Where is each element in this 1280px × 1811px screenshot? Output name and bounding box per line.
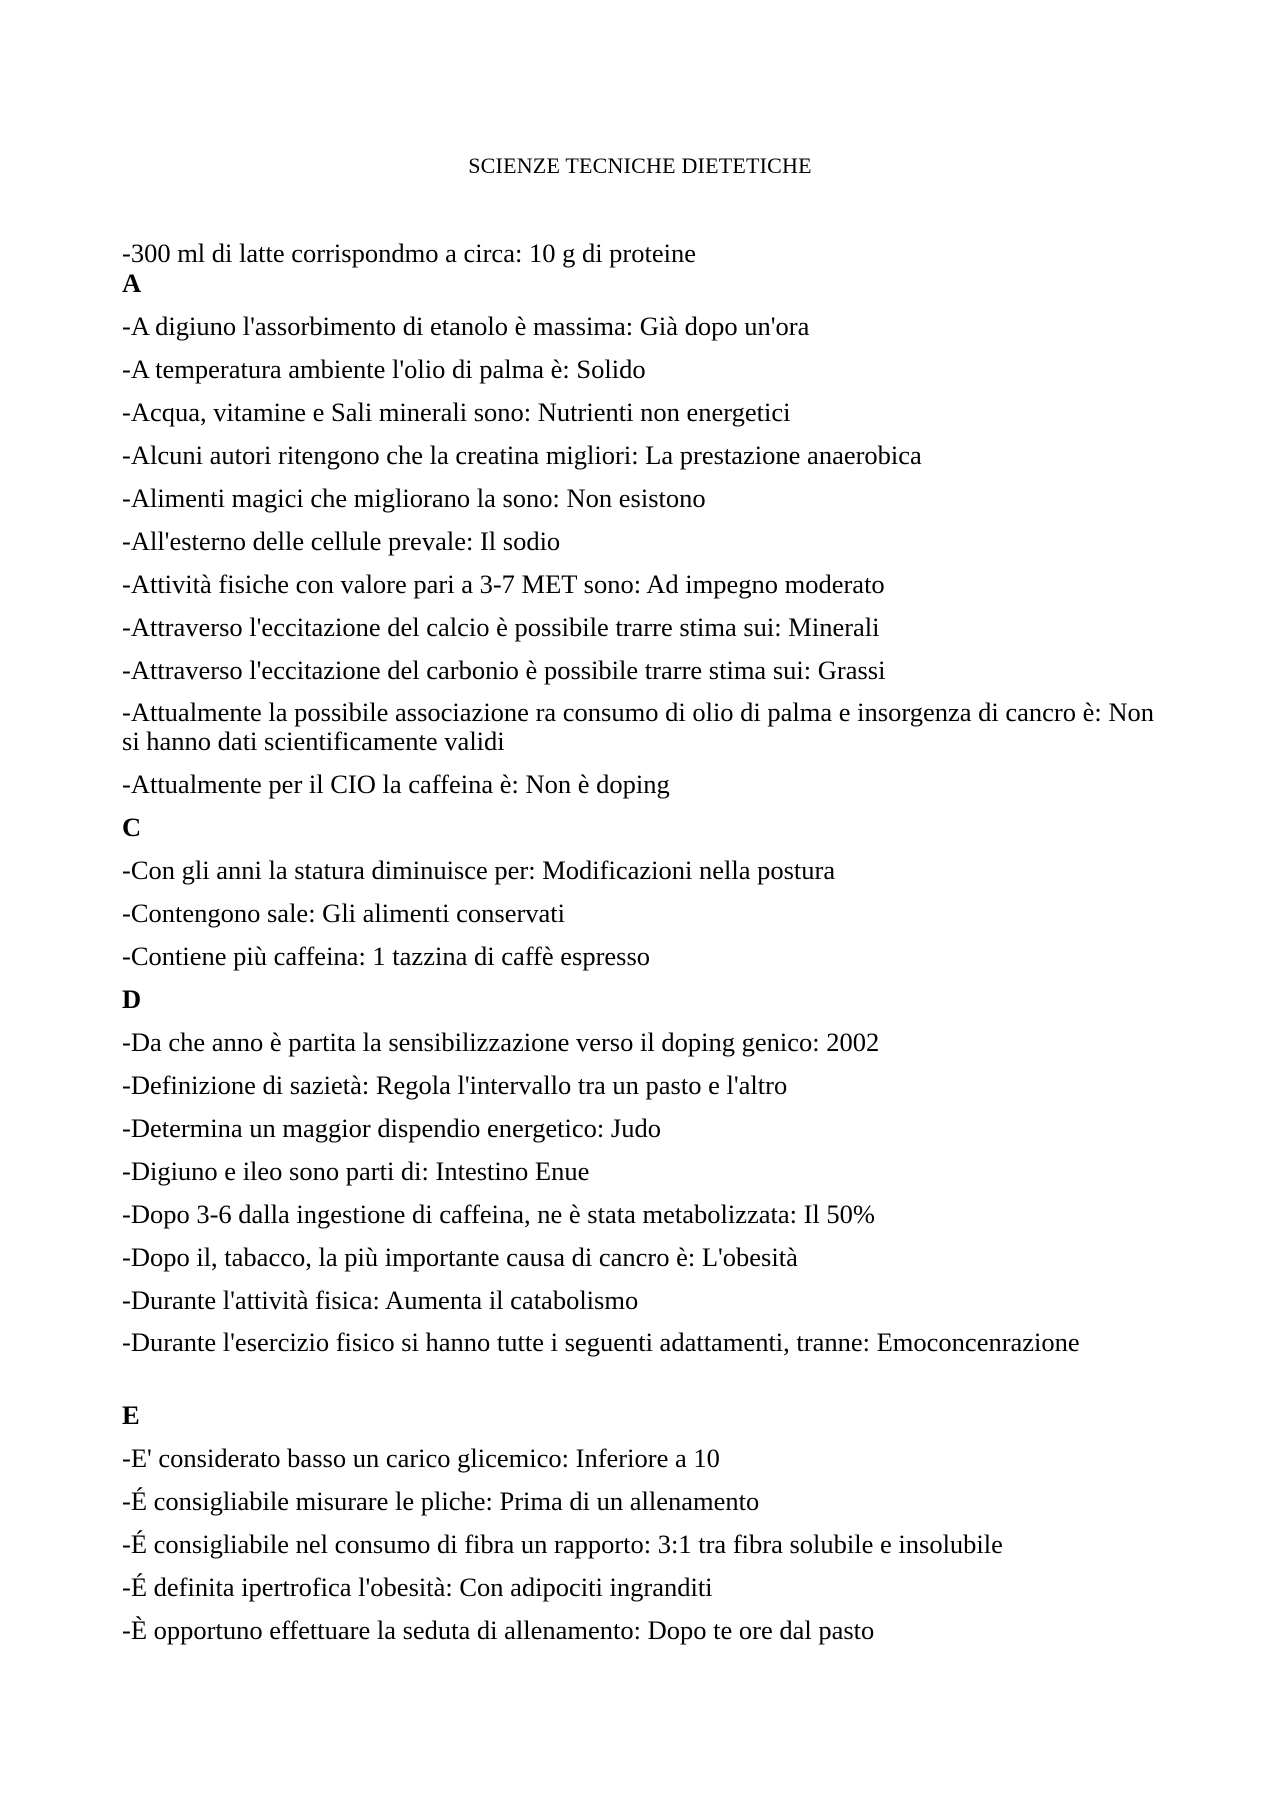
section-letter-a: A <box>122 268 142 298</box>
list-item: -É definita ipertrofica l'obesità: Con adipociti ingranditi <box>122 1572 713 1602</box>
list-item: -Attualmente per il CIO la caffeina è: Non è doping <box>122 769 670 799</box>
list-item: -Durante l'esercizio fisico si hanno tutte i seguenti adattamenti, tranne: Emoconcenrazione <box>122 1327 1080 1357</box>
section-letter-d: D <box>122 984 142 1014</box>
list-item: -A temperatura ambiente l'olio di palma è: Solido <box>122 354 646 384</box>
intro-entry: -300 ml di latte corrispondmo a circa: 10 g di proteine <box>122 238 697 268</box>
list-item: -E' considerato basso un carico glicemico: Inferiore a 10 <box>122 1443 720 1473</box>
list-item: -Contiene più caffeina: 1 tazzina di caffè espresso <box>122 941 651 971</box>
list-item: -Dopo 3-6 dalla ingestione di caffeina, ne è stata metabolizzata: Il 50% <box>122 1199 875 1229</box>
list-item: -Alcuni autori ritengono che la creatina migliori: La prestazione anaerobica <box>122 440 922 470</box>
list-item: -Alimenti magici che migliorano la sono: Non esistono <box>122 483 706 513</box>
list-item: -Attraverso l'eccitazione del carbonio è possibile trarre stima sui: Grassi <box>122 655 886 685</box>
list-item: -É consigliabile nel consumo di fibra un rapporto: 3:1 tra fibra solubile e insolubile <box>122 1529 1003 1559</box>
list-item: -Con gli anni la statura diminuisce per: Modificazioni nella postura <box>122 855 836 885</box>
list-item: -Attualmente la possibile associazione ra consumo di olio di palma e insorgenza di cancro è: Non si hanno dati scientificamente validi <box>122 697 1154 756</box>
list-item: -Attraverso l'eccitazione del calcio è possibile trarre stima sui: Minerali <box>122 612 880 642</box>
list-item: -Digiuno e ileo sono parti di: Intestino Enue <box>122 1156 590 1186</box>
list-item: -Dopo il, tabacco, la più importante causa di cancro è: L'obesità <box>122 1242 798 1272</box>
list-item: -All'esterno delle cellule prevale: Il sodio <box>122 526 561 556</box>
list-item: -A digiuno l'assorbimento di etanolo è massima: Già dopo un'ora <box>122 311 810 341</box>
section-spacer <box>122 1370 1162 1400</box>
section-letter-c: C <box>122 812 142 842</box>
section-letter-e: E <box>122 1400 140 1430</box>
document-title: SCIENZE TECNICHE DIETETICHE <box>468 153 812 178</box>
list-item: -Acqua, vitamine e Sali minerali sono: Nutrienti non energetici <box>122 397 791 427</box>
list-item: -Da che anno è partita la sensibilizzazione verso il doping genico: 2002 <box>122 1027 880 1057</box>
list-item: -Definizione di sazietà: Regola l'intervallo tra un pasto e l'altro <box>122 1070 788 1100</box>
list-item: -Determina un maggior dispendio energetico: Judo <box>122 1113 661 1143</box>
document-body <box>122 238 1162 1658</box>
list-item: -Durante l'attività fisica: Aumenta il catabolismo <box>122 1285 639 1315</box>
list-item: -È opportuno effettuare la seduta di allenamento: Dopo te ore dal pasto <box>122 1615 875 1645</box>
list-item: -É consigliabile misurare le pliche: Prima di un allenamento <box>122 1486 760 1516</box>
list-item: -Attività fisiche con valore pari a 3-7 MET sono: Ad impegno moderato <box>122 569 885 599</box>
list-item: -Contengono sale: Gli alimenti conservati <box>122 898 566 928</box>
